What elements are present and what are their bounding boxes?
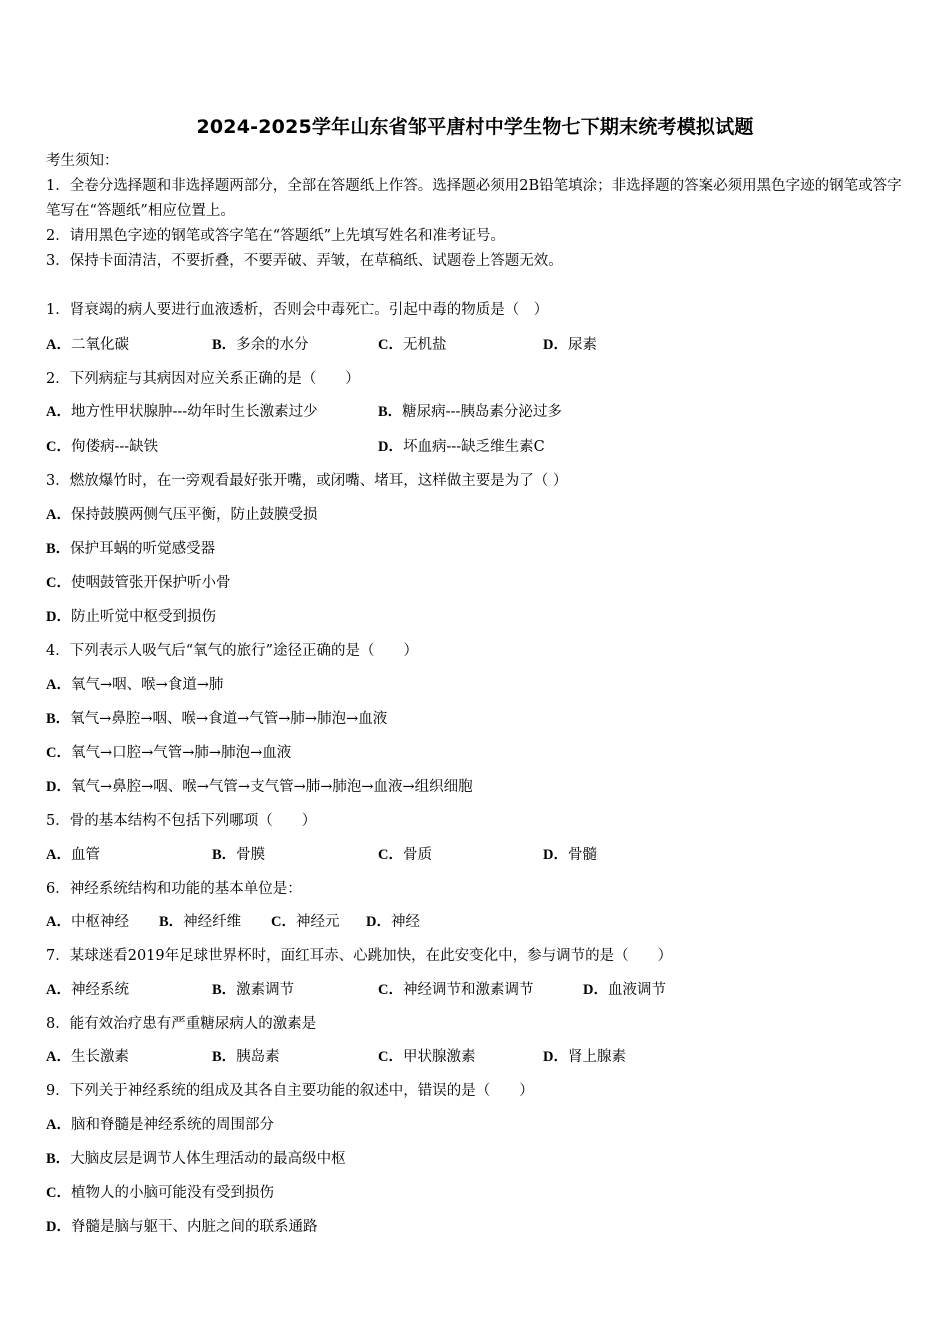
option-letter: A． (46, 507, 71, 523)
option-letter: B． (212, 847, 237, 863)
q3-option-b (46, 539, 215, 559)
q2-option-d (378, 437, 545, 457)
question-3-stem: 3．燃放爆竹时，在一旁观看最好张开嘴，或闭嘴、堵耳，这样做主要是为了（ ） (46, 473, 568, 489)
option-letter: B． (46, 541, 71, 557)
option-text: 胰岛素 (236, 1049, 280, 1065)
q5-option-a (46, 845, 100, 865)
option-text: 使咽鼓管张开保护听小骨 (70, 575, 231, 591)
option-letter: A． (46, 1117, 71, 1133)
q7-option-b (212, 980, 294, 1000)
question-5-stem: 5．骨的基本结构不包括下列哪项（ ） (46, 813, 317, 829)
q1-option-c (378, 335, 446, 355)
option-text: 神经系统 (70, 982, 129, 998)
option-letter: D． (543, 847, 568, 863)
q5-option-c (378, 845, 432, 865)
question-6-stem: 6．神经系统结构和功能的基本单位是： (46, 881, 302, 897)
option-letter: C． (46, 439, 71, 455)
q2-option-b (378, 402, 562, 422)
notice-heading: 考生须知： (46, 153, 119, 169)
option-text: 氧气→咽、喉→食道→肺 (70, 677, 224, 693)
q4-option-d (46, 777, 473, 797)
q6-option-b (159, 912, 241, 932)
option-letter: D． (46, 1219, 71, 1235)
q1-option-a (46, 335, 129, 355)
q7-option-a (46, 980, 129, 1000)
q4-option-a (46, 675, 223, 695)
question-2-stem: 2．下列病症与其病因对应关系正确的是（ ） (46, 371, 360, 387)
q4-option-c (46, 743, 291, 763)
option-letter: A． (46, 847, 71, 863)
option-letter: A． (46, 982, 71, 998)
option-letter: C． (46, 1185, 71, 1201)
q8-option-a (46, 1047, 129, 1067)
q3-option-c (46, 573, 230, 593)
q6-option-a (46, 912, 129, 932)
option-text: 氧气→鼻腔→咽、喉→食道→气管→肺→肺泡→血液 (70, 711, 388, 727)
q6-option-c (271, 912, 339, 932)
option-letter: A． (46, 677, 71, 693)
option-text: 血管 (70, 847, 100, 863)
option-letter: B． (212, 982, 237, 998)
q2-option-a (46, 402, 318, 422)
option-letter: D． (583, 982, 608, 998)
option-text: 神经 (390, 914, 420, 930)
option-text: 甲状腺激素 (402, 1049, 476, 1065)
option-text: 多余的水分 (236, 337, 309, 353)
option-text: 氧气→口腔→气管→肺→肺泡→血液 (70, 745, 292, 761)
option-letter: B． (159, 914, 184, 930)
option-text: 二氧化碳 (70, 337, 129, 353)
option-text: 植物人的小脑可能没有受到损伤 (70, 1185, 274, 1201)
q4-option-b (46, 709, 387, 729)
q9-option-d (46, 1217, 317, 1237)
option-text: 激素调节 (236, 982, 295, 998)
q9-option-c (46, 1183, 274, 1203)
option-text: 肾上腺素 (567, 1049, 626, 1065)
notice-item-2: 2．请用黑色字迹的钢笔或答字笔在“答题纸”上先填写姓名和准考证号。 (46, 228, 506, 244)
option-text: 防止听觉中枢受到损伤 (70, 609, 216, 625)
option-letter: A． (46, 914, 71, 930)
option-letter: C． (378, 1049, 403, 1065)
option-letter: D． (46, 779, 71, 795)
q7-option-d (583, 980, 666, 1000)
option-letter: C． (271, 914, 296, 930)
option-text: 大脑皮层是调节人体生理活动的最高级中枢 (70, 1151, 346, 1167)
option-letter: D． (366, 914, 391, 930)
option-text: 生长激素 (70, 1049, 129, 1065)
option-text: 神经元 (295, 914, 340, 930)
option-letter: A． (46, 1049, 71, 1065)
option-text: 糖尿病---胰岛素分泌过多 (402, 404, 562, 420)
option-letter: D． (543, 337, 568, 353)
option-letter: B． (46, 711, 71, 727)
option-letter: B． (212, 337, 237, 353)
option-letter: D． (46, 609, 71, 625)
option-letter: D． (378, 439, 403, 455)
option-text: 保持鼓膜两侧气压平衡，防止鼓膜受损 (70, 507, 318, 523)
option-text: 骨髓 (567, 847, 597, 863)
option-letter: C． (46, 745, 71, 761)
q1-option-d (543, 335, 597, 355)
option-text: 保护耳蜗的听觉感受器 (70, 541, 216, 557)
option-letter: D． (543, 1049, 568, 1065)
option-text: 脊髓是脑与躯干、内脏之间的联系通路 (70, 1219, 318, 1235)
q5-option-b (212, 845, 265, 865)
question-9-stem: 9．下列关于神经系统的组成及其各自主要功能的叙述中，错误的是（ ） (46, 1083, 534, 1099)
option-letter: B． (378, 404, 403, 420)
option-letter: B． (212, 1049, 237, 1065)
q7-option-c (378, 980, 533, 1000)
option-letter: C． (378, 337, 403, 353)
option-text: 神经调节和激素调节 (402, 982, 534, 998)
q9-option-a (46, 1115, 274, 1135)
option-text: 无机盐 (402, 337, 447, 353)
option-text: 中枢神经 (70, 914, 129, 930)
option-text: 坏血病---缺乏维生素C (402, 439, 545, 455)
q8-option-d (543, 1047, 626, 1067)
option-text: 脑和脊髓是神经系统的周围部分 (70, 1117, 274, 1133)
option-letter: A． (46, 404, 71, 420)
question-1-stem: 1．肾衰竭的病人要进行血液透析，否则会中毒死亡。引起中毒的物质是（ ） (46, 302, 549, 318)
q8-option-b (212, 1047, 280, 1067)
option-letter: B． (46, 1151, 71, 1167)
option-text: 氧气→鼻腔→咽、喉→气管→支气管→肺→肺泡→血液→组织细胞 (70, 779, 473, 795)
q5-option-d (543, 845, 597, 865)
q8-option-c (378, 1047, 475, 1067)
option-text: 血液调节 (607, 982, 666, 998)
question-7-stem: 7．某球迷看2019年足球世界杯时，面红耳赤、心跳加快，在此安变化中，参与调节的是（ ） (46, 948, 673, 964)
question-4-stem: 4．下列表示人吸气后“氧气的旅行”途径正确的是（ ） (46, 643, 419, 659)
option-text: 骨质 (402, 847, 432, 863)
q1-option-b (212, 335, 309, 355)
option-letter: C． (46, 575, 71, 591)
q6-option-d (366, 912, 420, 932)
option-text: 神经纤维 (183, 914, 242, 930)
q2-option-c (46, 437, 158, 457)
notice-item-1: 1．全卷分选择题和非选择题两部分，全部在答题纸上作答。选择题必须用2B铅笔填涂；非选择题的答案必须用黑色字迹的钢笔或答字笔写在“答题纸”相应位置上。 (46, 178, 902, 219)
page-title: 2024-2025学年山东省邹平唐村中学生物七下期末统考模拟试题 (196, 116, 754, 138)
question-8-stem: 8．能有效治疗患有严重糖尿病人的激素是 (46, 1016, 317, 1032)
option-text: 骨膜 (236, 847, 266, 863)
option-letter: A． (46, 337, 71, 353)
option-text: 尿素 (567, 337, 597, 353)
q3-option-a (46, 505, 317, 525)
q3-option-d (46, 607, 216, 627)
q9-option-b (46, 1149, 346, 1169)
option-text: 地方性甲状腺肿---幼年时生长激素过少 (70, 404, 318, 420)
notice-item-3: 3．保持卡面清洁，不要折叠，不要弄破、弄皱，在草稿纸、试题卷上答题无效。 (46, 253, 563, 269)
option-text: 佝偻病---缺铁 (70, 439, 159, 455)
option-letter: C． (378, 982, 403, 998)
option-letter: C． (378, 847, 403, 863)
